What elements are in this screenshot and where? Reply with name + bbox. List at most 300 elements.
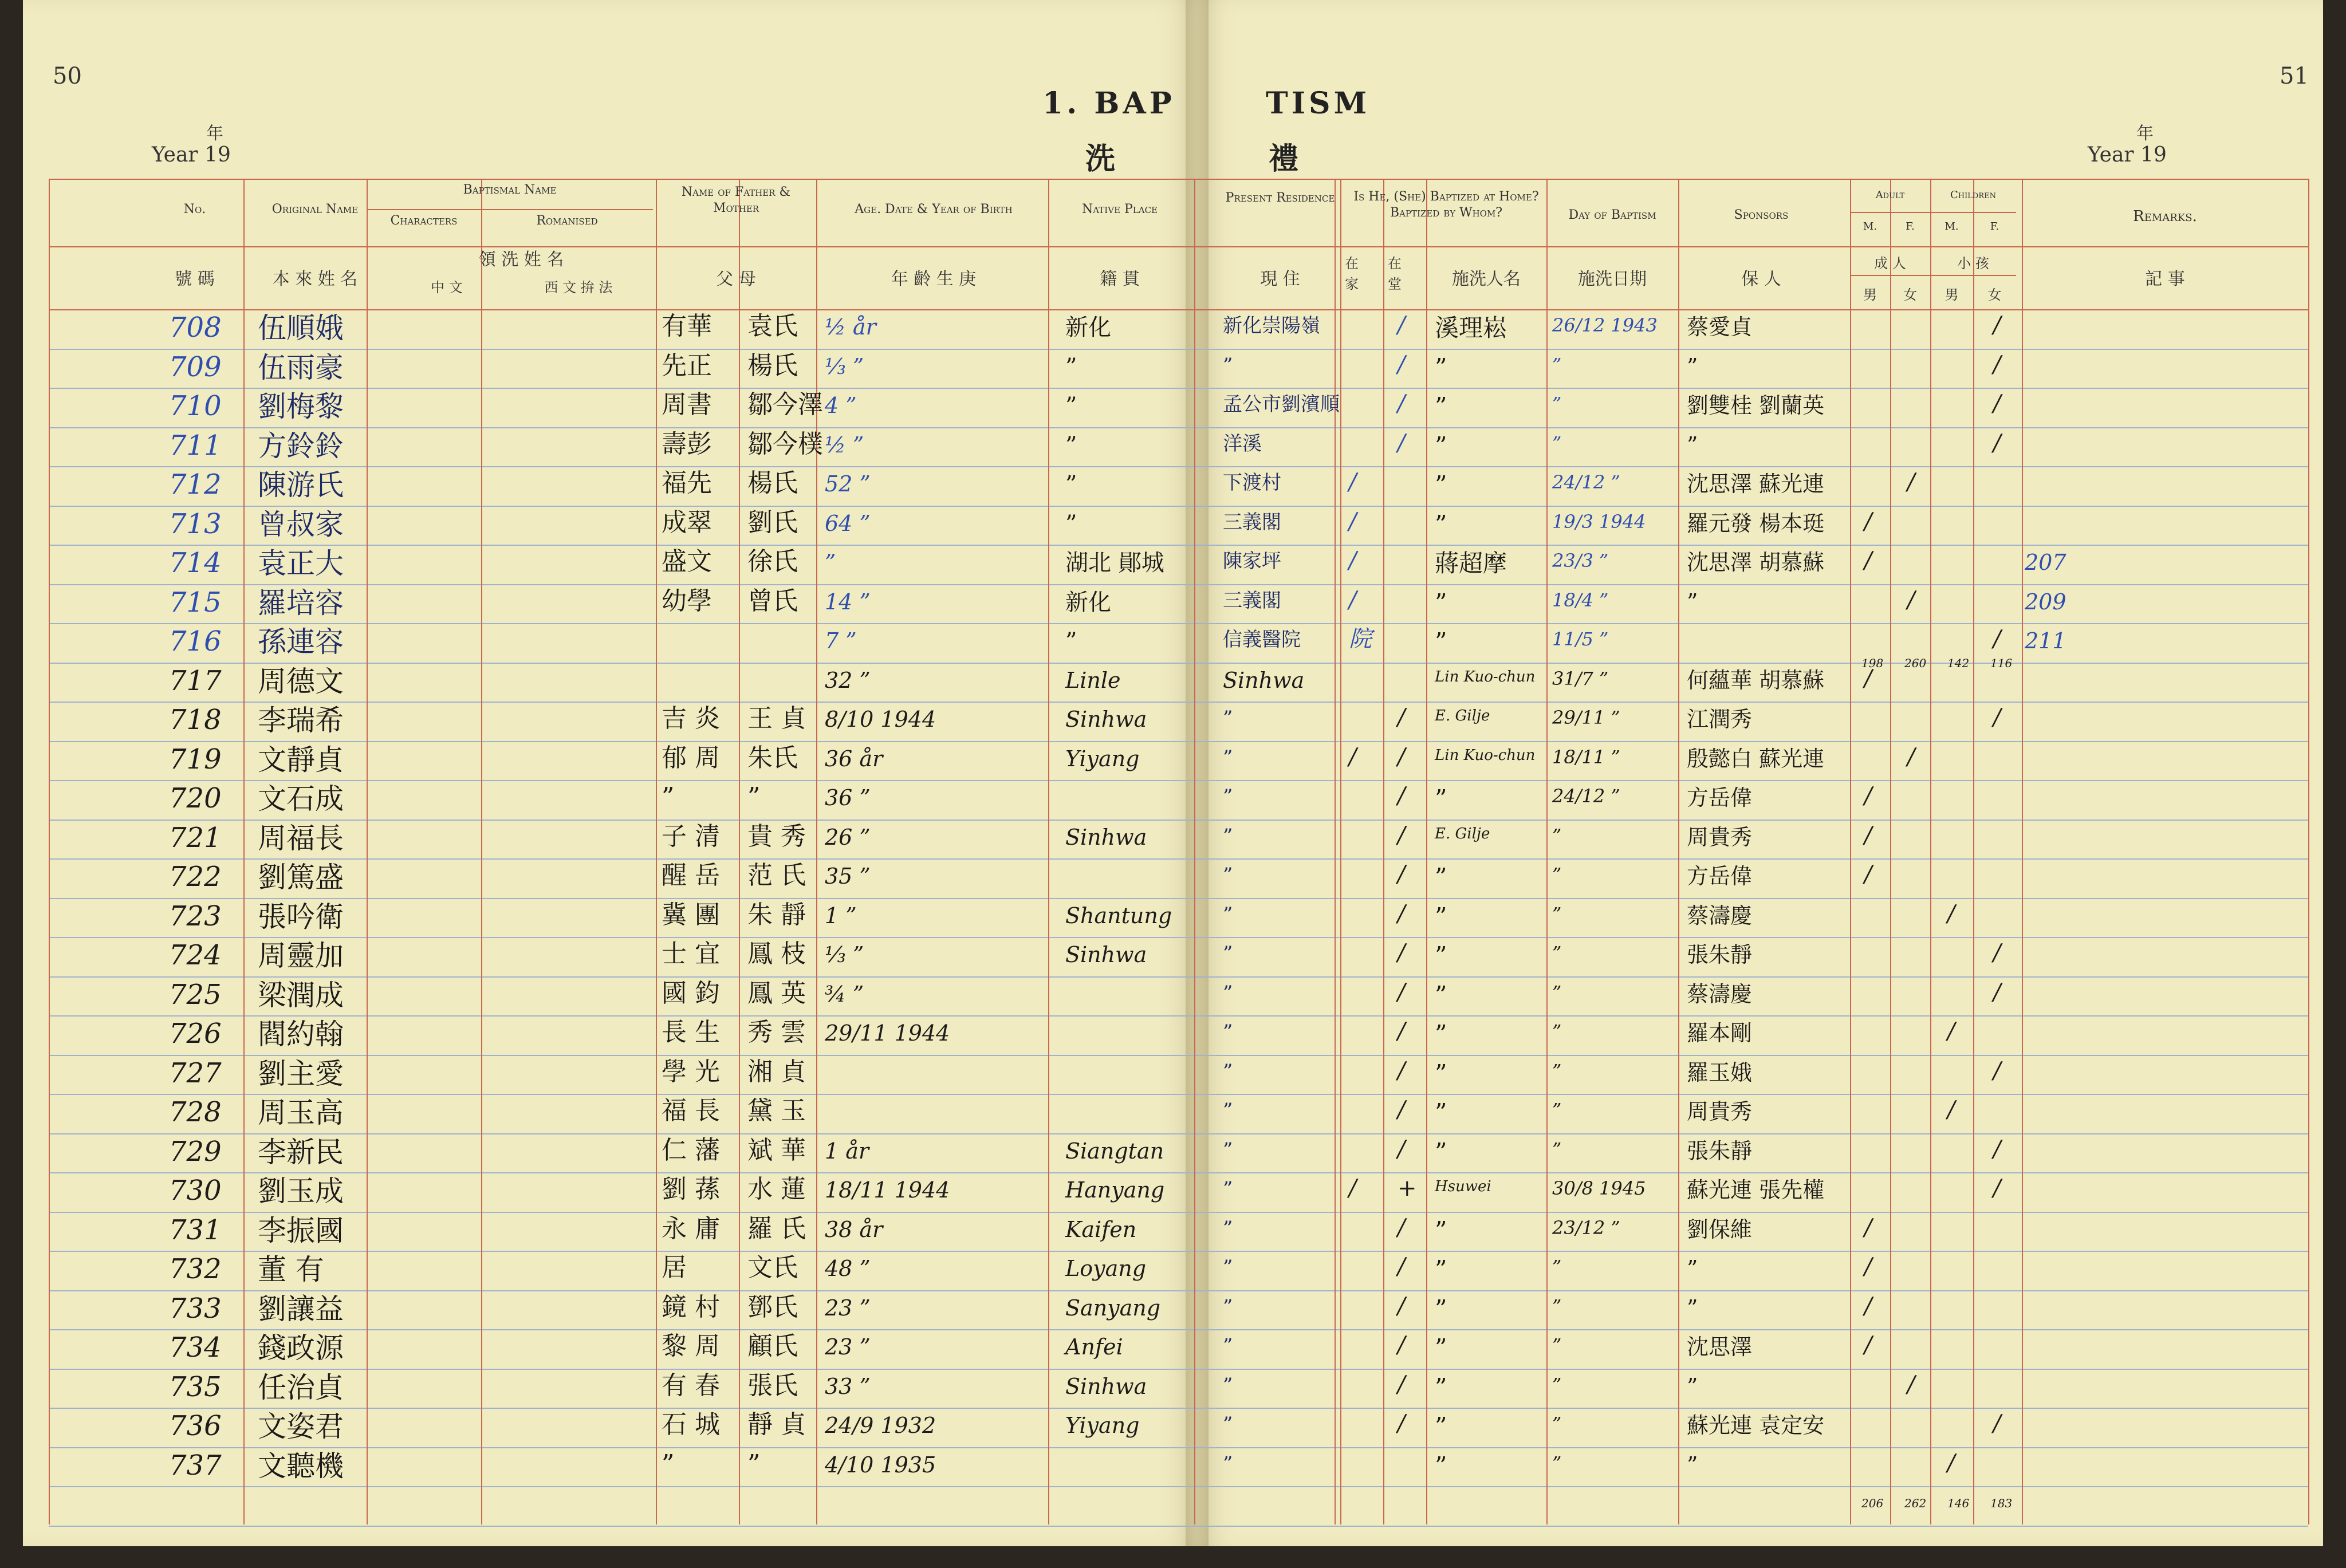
entry-church-mark: / [1398, 430, 1406, 456]
hdr-children: Children [1950, 189, 1996, 201]
hdr-baptismal-name: Baptismal Name [463, 183, 557, 197]
entry-baptizer: ” [1435, 588, 1447, 617]
entry-residence: ” [1223, 864, 1233, 887]
entry-mother: 文氏 [747, 1253, 798, 1282]
entry-home-mark: / [1349, 547, 1357, 574]
entry-sponsor: ” [1687, 353, 1698, 379]
entry-original-name: 文石成 [258, 782, 344, 815]
entry-native-place: 新化 [1065, 589, 1111, 616]
entry-sponsor: 方岳偉 [1687, 864, 1753, 889]
entry-number: 733 [169, 1292, 222, 1325]
rule-col [1546, 179, 1548, 1524]
hdr-cn-home: 在 家 [1345, 255, 1359, 292]
entry-mother: 鄧氏 [747, 1292, 798, 1322]
entry-baptizer: Lin Kuo-chun [1435, 746, 1536, 764]
entry-original-name: 伍順娥 [258, 312, 344, 345]
hdr-adult: Adult [1875, 189, 1905, 201]
rule-sub-counts2 [1850, 275, 2016, 276]
rule-row [49, 702, 2308, 703]
entry-residence: ” [1223, 1334, 1233, 1357]
entry-baptizer: ” [1435, 1255, 1447, 1283]
entry-residence: ” [1223, 1059, 1233, 1083]
rule-sub-counts [1850, 212, 2016, 213]
entry-original-name: 劉玉成 [258, 1175, 344, 1208]
hdr-cn-baptizer: 施洗人名 [1452, 269, 1521, 289]
rule-sub-baptismal [367, 209, 653, 210]
entry-home-mark: / [1349, 743, 1357, 770]
entry-baptism-date: ” [1552, 1021, 1562, 1042]
entry-child-female: / [1993, 430, 2001, 456]
entry-original-name: 任治貞 [258, 1370, 344, 1404]
rule-header-mid [49, 246, 2308, 247]
entry-adult-male: / [1864, 1332, 1872, 1358]
entry-mother: 朱氏 [747, 743, 798, 773]
entry-baptism-date: 19/3 1944 [1552, 510, 1646, 533]
entry-number: 734 [169, 1331, 222, 1364]
rule-col [656, 179, 657, 1524]
entry-father: 仁 藩 [662, 1135, 720, 1165]
entry-baptism-date: 26/12 1943 [1552, 314, 1658, 336]
rule-row [49, 349, 2308, 350]
entry-church-mark: / [1398, 1411, 1406, 1437]
entry-number: 729 [169, 1135, 222, 1168]
hdr-cn-chinese: 中 文 [431, 279, 463, 296]
entry-native-place: Sinhwa [1065, 824, 1147, 850]
tally-716: 260 [1904, 656, 1927, 670]
entry-native-place: ” [1065, 353, 1077, 380]
hdr-cn-female2: 女 [1987, 287, 2002, 303]
entry-home-mark: / [1349, 1175, 1357, 1201]
entry-baptism-date: ” [1552, 824, 1562, 846]
entry-baptizer: ” [1435, 628, 1447, 656]
entry-father: 郁 周 [662, 743, 720, 773]
entry-adult-male: / [1864, 822, 1872, 849]
tally-bottom: 146 [1947, 1496, 1970, 1510]
entry-residence: 陳家坪 [1223, 550, 1281, 573]
entry-sponsor: 沈思澤 [1687, 1334, 1753, 1360]
entry-original-name: 文靜貞 [258, 743, 344, 777]
entry-church-mark: / [1398, 1332, 1406, 1358]
title-cn-left: 洗 [1085, 141, 1116, 176]
rule-col [1426, 179, 1427, 1524]
entry-church-mark: / [1398, 783, 1406, 809]
entry-mother: 黛 玉 [747, 1096, 806, 1125]
entry-age: 35 ” [825, 864, 871, 889]
entry-mother: 貴 秀 [747, 821, 806, 851]
entry-father: ” [662, 1449, 675, 1479]
entry-baptism-date: ” [1552, 353, 1562, 376]
entry-original-name: 羅培容 [258, 586, 344, 620]
entry-original-name: 伍雨豪 [258, 350, 344, 384]
entry-baptism-date: ” [1552, 1452, 1562, 1474]
entry-church-mark: / [1398, 312, 1406, 338]
entry-native-place: Kaifen [1065, 1216, 1137, 1242]
entry-native-place: Loyang [1065, 1256, 1147, 1281]
entry-father: 幼學 [662, 586, 712, 616]
entry-number: 737 [169, 1449, 222, 1482]
rule-row [49, 1133, 2308, 1134]
entry-residence: 信義醫院 [1223, 628, 1301, 651]
entry-age: 32 ” [825, 667, 871, 693]
entry-mother: 斌 華 [747, 1135, 806, 1165]
rule-col [1048, 179, 1049, 1524]
entry-mother: 曾氏 [747, 586, 798, 616]
entry-number: 718 [169, 704, 222, 736]
tally-716: 198 [1861, 656, 1884, 670]
rule-col [1335, 179, 1336, 1524]
hdr-original-name: Original Name [271, 202, 359, 216]
year-cn-left: 年 [206, 124, 223, 144]
entry-mother: ” [747, 1449, 761, 1479]
entry-child-female: / [1993, 626, 2001, 652]
entry-residence: Sinhwa [1223, 667, 1305, 693]
entry-sponsor: 蔡濤慶 [1687, 981, 1753, 1007]
entry-father: 黎 周 [662, 1331, 720, 1361]
entry-original-name: 周福長 [258, 821, 344, 855]
entry-adult-female: / [1907, 586, 1915, 613]
entry-residence: ” [1223, 707, 1233, 730]
entry-baptizer: ” [1435, 1294, 1447, 1323]
entry-number: 721 [169, 821, 222, 854]
entry-residence: ” [1223, 1256, 1233, 1279]
entry-residence: ” [1223, 1021, 1233, 1043]
rule-row [49, 466, 2308, 467]
entry-native-place: Sinhwa [1065, 707, 1147, 732]
entry-original-name: 李新民 [258, 1135, 344, 1169]
hdr-baptized-at: Is He, (She) Baptized at Home? Baptized by Whom? [1353, 190, 1539, 220]
entry-age: 23 ” [825, 1334, 871, 1360]
entry-age: ½ år [825, 314, 876, 340]
entry-baptism-date: ” [1552, 903, 1562, 925]
entry-mother: 鄒今樸 [747, 429, 823, 459]
entry-baptism-date: ” [1552, 1256, 1562, 1278]
hdr-day-of-baptism: Day of Baptism [1568, 208, 1656, 222]
entry-age: ⅓ ” [825, 353, 864, 379]
entry-baptizer: Hsuwei [1435, 1178, 1491, 1195]
entry-adult-male: / [1864, 547, 1872, 574]
entry-residence: 三義閣 [1223, 589, 1281, 612]
entry-residence: 下渡村 [1223, 471, 1281, 494]
entry-father: ” [662, 782, 675, 811]
title-cn-right: 禮 [1269, 141, 1299, 176]
entry-baptizer: E. Gilje [1435, 825, 1490, 842]
entry-adult-female: / [1907, 743, 1915, 770]
entry-father: 石 城 [662, 1410, 720, 1439]
tally-bottom: 206 [1861, 1496, 1884, 1510]
entry-residence: ” [1223, 1138, 1233, 1161]
hdr-cn-date: 施洗日期 [1578, 269, 1647, 289]
entry-mother: 袁氏 [747, 312, 798, 341]
entry-father: 壽彭 [662, 429, 712, 459]
tally-716: 142 [1947, 656, 1970, 670]
entry-church-mark: / [1398, 1057, 1406, 1084]
entry-baptizer: ” [1435, 471, 1447, 499]
entry-adult-male: / [1864, 861, 1872, 888]
hdr-remarks: Remarks. [2133, 208, 2197, 225]
entry-sponsor: 何蘊華 胡慕蘇 [1687, 667, 1825, 693]
entry-baptism-date: ” [1552, 1334, 1562, 1356]
entry-father: 醒 岳 [662, 861, 720, 890]
entry-original-name: 梁潤成 [258, 978, 344, 1012]
hdr-cn-church: 在 堂 [1388, 255, 1402, 292]
entry-age: 1 år [825, 1138, 869, 1164]
hdr-cn-native: 籍 貫 [1100, 269, 1140, 289]
rule-col [481, 179, 482, 1524]
entry-baptism-date: ” [1552, 981, 1562, 1003]
entry-number: 724 [169, 939, 222, 971]
entry-baptism-date: ” [1552, 1059, 1562, 1082]
entry-original-name: 文聽機 [258, 1449, 344, 1483]
entry-sponsor: ” [1687, 1452, 1698, 1478]
entry-native-place: Sinhwa [1065, 1373, 1147, 1399]
entry-child-male: / [1947, 1018, 1955, 1045]
entry-age: 24/9 1932 [825, 1413, 936, 1438]
entry-baptizer: ” [1435, 1216, 1447, 1244]
entry-sponsor: ” [1687, 1295, 1698, 1321]
rule-row [49, 1329, 2308, 1330]
hdr-sponsors: Sponsors [1734, 208, 1789, 222]
entry-sponsor: 沈思澤 蘇光連 [1687, 471, 1825, 497]
entry-native-place: Siangtan [1065, 1138, 1164, 1164]
entry-mother: 秀 雲 [747, 1018, 806, 1047]
rule-row [49, 1408, 2308, 1409]
rule-row [49, 1212, 2308, 1213]
entry-number: 732 [169, 1253, 222, 1285]
entry-original-name: 董 有 [258, 1253, 324, 1286]
entry-native-place: Sanyang [1065, 1295, 1161, 1321]
entry-number: 717 [169, 664, 222, 697]
entry-father: 有華 [662, 312, 712, 341]
entry-native-place: Hanyang [1065, 1177, 1165, 1203]
entry-sponsor: 劉保維 [1687, 1216, 1753, 1242]
entry-baptism-date: 11/5 ” [1552, 628, 1609, 650]
entry-baptizer: ” [1435, 431, 1447, 460]
entry-original-name: 周靈加 [258, 939, 344, 972]
entry-number: 716 [169, 625, 222, 657]
entry-baptizer: 蔣超摩 [1435, 549, 1507, 577]
rule-col [816, 179, 817, 1524]
entry-residence: ” [1223, 353, 1233, 377]
entry-father: 成翠 [662, 507, 712, 537]
entry-number: 713 [169, 507, 222, 540]
rule-row [49, 427, 2308, 428]
entry-church-mark: / [1398, 1254, 1406, 1280]
entry-baptism-date: ” [1552, 1373, 1562, 1396]
entry-adult-male: / [1864, 508, 1872, 535]
entry-baptizer: ” [1435, 1451, 1447, 1480]
hdr-cn-original: 本 來 姓 名 [272, 269, 358, 289]
entry-original-name: 劉梅黎 [258, 390, 344, 423]
entry-age: 23 ” [825, 1295, 871, 1321]
entry-father: 國 鈞 [662, 978, 720, 1008]
rule-col [1973, 179, 1974, 1524]
entry-baptizer: ” [1435, 902, 1447, 931]
rule-row [49, 1369, 2308, 1370]
entry-original-name: 劉讓益 [258, 1292, 344, 1326]
entry-church-mark: / [1398, 743, 1406, 770]
entry-native-place: Yiyang [1065, 746, 1140, 771]
entry-age: 18/11 1944 [825, 1177, 950, 1203]
entry-baptizer: ” [1435, 1334, 1447, 1362]
rule-row [49, 623, 2308, 624]
entry-baptizer: ” [1435, 1059, 1447, 1088]
entry-church-mark: / [1398, 1371, 1406, 1398]
entry-child-female: / [1993, 1136, 2001, 1163]
entry-child-male: / [1947, 1449, 1955, 1476]
entry-native-place: Sinhwa [1065, 942, 1147, 967]
entry-native-place: ” [1065, 510, 1077, 537]
rule-row [49, 820, 2308, 821]
hdr-cn-no: 號 碼 [175, 269, 215, 289]
entry-residence: 洋溪 [1223, 432, 1262, 455]
entry-native-place: Shantung [1065, 903, 1172, 928]
entry-child-female: / [1993, 1057, 2001, 1084]
entry-sponsor: 張朱靜 [1687, 1138, 1753, 1164]
entry-residence: ” [1223, 903, 1233, 926]
entry-age: 64 ” [825, 510, 871, 536]
entry-adult-male: / [1864, 1214, 1872, 1241]
entry-mother: 湘 貞 [747, 1057, 806, 1086]
entry-number: 725 [169, 978, 222, 1011]
entry-residence: ” [1223, 1373, 1233, 1397]
entry-age: ⅓ ” [825, 942, 864, 967]
entry-sponsor: 周貴秀 [1687, 1099, 1753, 1124]
entry-original-name: 李振國 [258, 1214, 344, 1247]
entry-sponsor: ” [1687, 1373, 1698, 1399]
entry-child-female: / [1993, 704, 2001, 731]
entry-baptism-date: ” [1552, 942, 1562, 964]
entry-sponsor: 殷懿白 蘇光連 [1687, 746, 1825, 771]
entry-father: 有 春 [662, 1370, 720, 1400]
rule-col-edge [2308, 179, 2309, 1524]
entry-original-name: 孫連容 [258, 625, 344, 659]
entry-mother: ” [747, 782, 761, 811]
entry-father: 先正 [662, 350, 712, 380]
entry-mother: 王 貞 [747, 704, 806, 733]
year-label-right: Year 19 [2088, 143, 2167, 167]
entry-age: 29/11 1944 [825, 1021, 950, 1046]
entry-original-name: 閻約翰 [258, 1018, 344, 1051]
entry-original-name: 陳游氏 [258, 468, 344, 502]
entry-residence: ” [1223, 824, 1233, 848]
entry-mother: 顧氏 [747, 1331, 798, 1361]
entry-number: 711 [169, 429, 222, 462]
entry-church-mark: / [1398, 822, 1406, 849]
entry-native-place: 新化 [1065, 314, 1111, 341]
entry-number: 714 [169, 547, 222, 579]
entry-sponsor: 羅玉娥 [1687, 1059, 1753, 1085]
tally-716: 116 [1990, 656, 2013, 670]
entry-father: 劉 蓀 [662, 1175, 720, 1204]
entry-number: 727 [169, 1057, 222, 1089]
hdr-parents: Name of Father & Mother [681, 185, 791, 215]
entry-age: 14 ” [825, 589, 871, 614]
entry-number: 719 [169, 743, 222, 775]
hdr-cn-sponsor: 保 人 [1741, 269, 1781, 289]
entry-baptizer: Lin Kuo-chun [1435, 668, 1536, 685]
entry-sponsor: 羅元發 楊本珽 [1687, 510, 1825, 536]
entry-church-mark: / [1398, 1097, 1406, 1123]
entry-number: 710 [169, 390, 222, 422]
entry-native-place: ” [1065, 393, 1077, 419]
entry-baptism-date: 23/3 ” [1552, 550, 1609, 572]
entry-original-name: 文姿君 [258, 1410, 344, 1443]
rule-col-edge [49, 179, 50, 1524]
entry-age: 36 ” [825, 785, 871, 810]
entry-child-female: / [1993, 979, 2001, 1006]
entry-baptizer: ” [1435, 980, 1447, 1009]
left-page-number: 50 [53, 63, 82, 89]
entry-mother: 鄒今澤 [747, 390, 823, 419]
rule-col [1678, 179, 1679, 1524]
rule-col [1850, 179, 1851, 1524]
entry-mother: 羅 氏 [747, 1214, 806, 1243]
entry-baptism-date: ” [1552, 1413, 1562, 1435]
entry-sponsor: 江潤秀 [1687, 707, 1753, 732]
entry-father: 福 長 [662, 1096, 720, 1125]
rule-row [49, 898, 2308, 899]
rule-row [49, 1094, 2308, 1095]
entry-baptism-date: ” [1552, 1138, 1562, 1160]
entry-father: 士 宜 [662, 939, 720, 968]
rule-col [243, 179, 245, 1524]
entry-native-place: ” [1065, 471, 1077, 498]
entry-baptizer: ” [1435, 392, 1447, 420]
entry-age: 7 ” [825, 628, 857, 653]
rule-row [49, 1447, 2308, 1448]
entry-baptism-date: 18/11 ” [1552, 746, 1620, 768]
entry-church-mark: / [1398, 704, 1406, 731]
entry-residence: 新化崇陽嶺 [1223, 314, 1320, 337]
rule-header-top [49, 179, 2308, 180]
rule-row [49, 663, 2308, 664]
rule-col [1194, 179, 1195, 1524]
entry-residence: ” [1223, 981, 1233, 1004]
entry-baptizer: ” [1435, 1098, 1447, 1126]
entry-baptizer: ” [1435, 863, 1447, 891]
entry-child-male: / [1947, 900, 1955, 927]
entry-baptism-date: ” [1552, 1099, 1562, 1121]
entry-original-name: 周德文 [258, 664, 344, 698]
entry-age: 36 år [825, 746, 883, 771]
entry-age: 48 ” [825, 1256, 871, 1281]
entry-original-name: 劉主愛 [258, 1057, 344, 1090]
entry-residence: ” [1223, 1099, 1233, 1122]
entry-baptizer: ” [1435, 785, 1447, 813]
rule-col [1890, 179, 1891, 1524]
entry-father: 居 [662, 1253, 687, 1282]
entry-sponsor: 羅本剛 [1687, 1021, 1753, 1046]
entry-church-mark: + [1398, 1175, 1417, 1201]
entry-baptizer: ” [1435, 353, 1447, 381]
rule-row [49, 858, 2308, 860]
entry-original-name: 李瑞希 [258, 704, 344, 737]
entry-sponsor: 沈思澤 胡慕蘇 [1687, 550, 1825, 575]
entry-baptism-date: 24/12 ” [1552, 471, 1620, 493]
rule-header-bottom [49, 309, 2308, 310]
hdr-age: Age. Date & Year of Birth [855, 202, 1013, 216]
rule-col [1383, 179, 1384, 1524]
entry-church-mark: / [1398, 940, 1406, 966]
entry-number: 728 [169, 1096, 222, 1128]
entry-age: 38 år [825, 1216, 883, 1242]
rule-row [49, 1526, 2308, 1527]
entry-sponsor: 張朱靜 [1687, 942, 1753, 967]
entry-baptism-date: 30/8 1945 [1552, 1177, 1646, 1199]
hdr-cn-adult: 成 人 [1874, 255, 1906, 271]
entry-original-name: 曾叔家 [258, 507, 344, 541]
entry-father: 吉 炎 [662, 704, 720, 733]
